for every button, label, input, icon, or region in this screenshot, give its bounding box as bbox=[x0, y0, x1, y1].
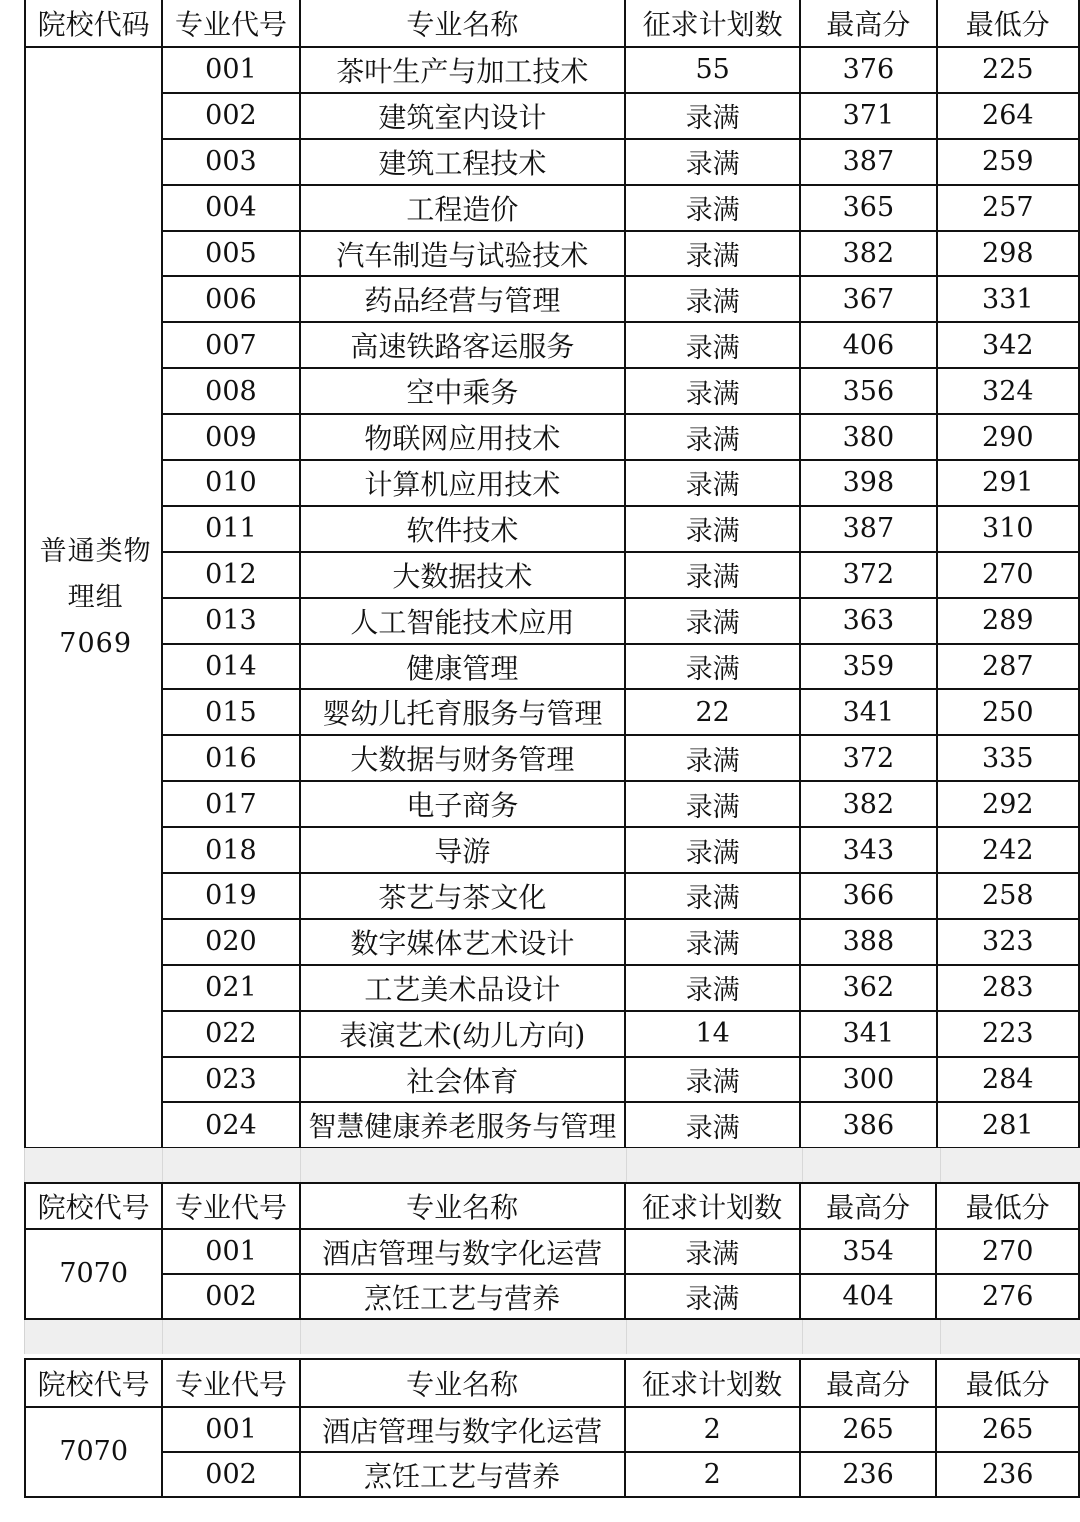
min-score: 281 bbox=[937, 1102, 1079, 1148]
table-row bbox=[25, 460, 1079, 506]
table-row bbox=[25, 873, 1079, 919]
plan-count: 录满 bbox=[625, 139, 800, 185]
plan-count: 录满 bbox=[625, 644, 800, 690]
table-row bbox=[25, 598, 1079, 644]
major-name: 建筑室内设计 bbox=[300, 93, 626, 139]
min-score: 258 bbox=[937, 873, 1079, 919]
major-name: 空中乘务 bbox=[300, 368, 626, 414]
plan-count: 录满 bbox=[625, 827, 800, 873]
major-code: 003 bbox=[162, 139, 299, 185]
plan-count: 录满 bbox=[625, 322, 800, 368]
max-score: 366 bbox=[800, 873, 936, 919]
table-row bbox=[25, 1407, 1079, 1452]
major-name: 电子商务 bbox=[300, 781, 626, 827]
plan-count-header: 征求计划数 bbox=[625, 0, 800, 47]
plan-count: 录满 bbox=[625, 231, 800, 277]
school-code-cell: 普通类物理组 7069 bbox=[25, 47, 162, 1148]
table-gap bbox=[24, 1148, 1080, 1182]
table-row bbox=[25, 1229, 1079, 1274]
major-code: 012 bbox=[162, 552, 299, 598]
major-name: 药品经营与管理 bbox=[300, 276, 626, 322]
major-name: 健康管理 bbox=[300, 644, 626, 690]
admission-table-7070-second bbox=[24, 1358, 1080, 1498]
table-gap bbox=[24, 1320, 1080, 1354]
min-score-header: 最低分 bbox=[936, 1359, 1079, 1407]
plan-count: 2 bbox=[625, 1407, 800, 1452]
major-name: 酒店管理与数字化运营 bbox=[300, 1407, 625, 1452]
plan-count: 录满 bbox=[625, 368, 800, 414]
major-code: 008 bbox=[162, 368, 299, 414]
max-score: 398 bbox=[800, 460, 936, 506]
plan-count: 录满 bbox=[625, 781, 800, 827]
plan-count: 2 bbox=[625, 1452, 800, 1497]
max-score: 372 bbox=[800, 735, 936, 781]
plan-count: 14 bbox=[625, 1011, 800, 1057]
table-row bbox=[25, 919, 1079, 965]
major-code: 001 bbox=[162, 47, 299, 93]
max-score: 300 bbox=[800, 1057, 936, 1103]
table-row bbox=[25, 368, 1079, 414]
major-name: 烹饪工艺与营养 bbox=[300, 1274, 625, 1319]
table-row bbox=[25, 231, 1079, 277]
major-name: 数字媒体艺术设计 bbox=[300, 919, 626, 965]
max-score: 341 bbox=[800, 1011, 936, 1057]
major-code: 015 bbox=[162, 689, 299, 735]
school-code-header: 院校代码 bbox=[25, 0, 162, 47]
major-name-header: 专业名称 bbox=[300, 0, 626, 47]
min-score: 289 bbox=[937, 598, 1079, 644]
min-score: 298 bbox=[937, 231, 1079, 277]
min-score: 270 bbox=[937, 552, 1079, 598]
max-score: 341 bbox=[800, 689, 936, 735]
min-score: 223 bbox=[937, 1011, 1079, 1057]
min-score: 324 bbox=[937, 368, 1079, 414]
major-code: 020 bbox=[162, 919, 299, 965]
major-code: 002 bbox=[162, 93, 299, 139]
table-row bbox=[25, 1274, 1079, 1319]
min-score: 270 bbox=[936, 1229, 1079, 1274]
major-name: 烹饪工艺与营养 bbox=[300, 1452, 625, 1497]
min-score: 259 bbox=[937, 139, 1079, 185]
plan-count: 录满 bbox=[625, 919, 800, 965]
min-score: 283 bbox=[937, 965, 1079, 1011]
major-name: 茶艺与茶文化 bbox=[300, 873, 626, 919]
major-code: 013 bbox=[162, 598, 299, 644]
major-name: 汽车制造与试验技术 bbox=[300, 231, 626, 277]
plan-count: 录满 bbox=[625, 185, 800, 231]
table-row bbox=[25, 689, 1079, 735]
max-score: 236 bbox=[800, 1452, 937, 1497]
major-code: 018 bbox=[162, 827, 299, 873]
major-code: 022 bbox=[162, 1011, 299, 1057]
plan-count: 录满 bbox=[625, 735, 800, 781]
max-score: 359 bbox=[800, 644, 936, 690]
major-code: 001 bbox=[162, 1229, 299, 1274]
table-row bbox=[25, 1057, 1079, 1103]
plan-count: 录满 bbox=[625, 414, 800, 460]
min-score: 236 bbox=[936, 1452, 1079, 1497]
school-code-header: 院校代号 bbox=[25, 1359, 162, 1407]
major-code: 019 bbox=[162, 873, 299, 919]
table-row bbox=[25, 93, 1079, 139]
table-row bbox=[25, 644, 1079, 690]
major-code-header: 专业代号 bbox=[162, 1359, 299, 1407]
admission-table-physics bbox=[24, 0, 1080, 1149]
major-name: 软件技术 bbox=[300, 506, 626, 552]
table-row bbox=[25, 185, 1079, 231]
plan-count: 录满 bbox=[625, 965, 800, 1011]
major-code: 002 bbox=[162, 1274, 299, 1319]
max-score: 363 bbox=[800, 598, 936, 644]
table-row bbox=[25, 1452, 1079, 1497]
major-code: 004 bbox=[162, 185, 299, 231]
major-code-header: 专业代号 bbox=[162, 0, 299, 47]
table-row bbox=[25, 827, 1079, 873]
plan-count: 录满 bbox=[625, 598, 800, 644]
plan-count: 录满 bbox=[625, 1102, 800, 1148]
major-code: 014 bbox=[162, 644, 299, 690]
header-row bbox=[25, 0, 1079, 47]
major-name: 人工智能技术应用 bbox=[300, 598, 626, 644]
plan-count: 录满 bbox=[625, 1274, 800, 1319]
major-code: 017 bbox=[162, 781, 299, 827]
min-score: 257 bbox=[937, 185, 1079, 231]
max-score: 371 bbox=[800, 93, 936, 139]
min-score-header: 最低分 bbox=[936, 1183, 1079, 1229]
table-row bbox=[25, 1011, 1079, 1057]
table-row bbox=[25, 506, 1079, 552]
table-row bbox=[25, 139, 1079, 185]
major-name: 酒店管理与数字化运营 bbox=[300, 1229, 625, 1274]
max-score: 362 bbox=[800, 965, 936, 1011]
table-row bbox=[25, 965, 1079, 1011]
max-score-header: 最高分 bbox=[800, 1359, 937, 1407]
major-code: 011 bbox=[162, 506, 299, 552]
plan-count-header: 征求计划数 bbox=[625, 1183, 800, 1229]
table-row bbox=[25, 47, 1079, 93]
header-row bbox=[25, 1183, 1079, 1229]
school-code-cell: 7070 bbox=[25, 1229, 162, 1319]
major-name: 社会体育 bbox=[300, 1057, 626, 1103]
min-score: 265 bbox=[936, 1407, 1079, 1452]
max-score: 343 bbox=[800, 827, 936, 873]
major-name: 高速铁路客运服务 bbox=[300, 322, 626, 368]
plan-count: 22 bbox=[625, 689, 800, 735]
min-score: 242 bbox=[937, 827, 1079, 873]
major-name: 表演艺术(幼儿方向) bbox=[300, 1011, 626, 1057]
plan-count: 录满 bbox=[625, 552, 800, 598]
plan-count: 录满 bbox=[625, 506, 800, 552]
major-name-header: 专业名称 bbox=[300, 1183, 625, 1229]
major-name: 智慧健康养老服务与管理 bbox=[300, 1102, 626, 1148]
plan-count-header: 征求计划数 bbox=[625, 1359, 800, 1407]
plan-count: 录满 bbox=[625, 276, 800, 322]
admission-table-7070-first bbox=[24, 1182, 1080, 1320]
header-row bbox=[25, 1359, 1079, 1407]
plan-count: 录满 bbox=[625, 1229, 800, 1274]
max-score: 367 bbox=[800, 276, 936, 322]
major-code: 002 bbox=[162, 1452, 299, 1497]
min-score: 290 bbox=[937, 414, 1079, 460]
max-score: 387 bbox=[800, 139, 936, 185]
min-score: 284 bbox=[937, 1057, 1079, 1103]
school-code-header: 院校代号 bbox=[25, 1183, 162, 1229]
max-score: 365 bbox=[800, 185, 936, 231]
max-score: 406 bbox=[800, 322, 936, 368]
min-score: 225 bbox=[937, 47, 1079, 93]
plan-count: 55 bbox=[625, 47, 800, 93]
min-score: 292 bbox=[937, 781, 1079, 827]
table-row bbox=[25, 414, 1079, 460]
major-name: 工程造价 bbox=[300, 185, 626, 231]
max-score: 376 bbox=[800, 47, 936, 93]
major-name: 计算机应用技术 bbox=[300, 460, 626, 506]
max-score-header: 最高分 bbox=[800, 1183, 937, 1229]
max-score-header: 最高分 bbox=[800, 0, 936, 47]
min-score: 250 bbox=[937, 689, 1079, 735]
major-name: 茶叶生产与加工技术 bbox=[300, 47, 626, 93]
max-score: 404 bbox=[800, 1274, 937, 1319]
min-score: 276 bbox=[936, 1274, 1079, 1319]
min-score: 264 bbox=[937, 93, 1079, 139]
min-score: 310 bbox=[937, 506, 1079, 552]
max-score: 380 bbox=[800, 414, 936, 460]
max-score: 382 bbox=[800, 231, 936, 277]
school-code-cell: 7070 bbox=[25, 1407, 162, 1497]
table-row bbox=[25, 552, 1079, 598]
table-row bbox=[25, 1102, 1079, 1148]
min-score: 335 bbox=[937, 735, 1079, 781]
major-code: 016 bbox=[162, 735, 299, 781]
min-score: 287 bbox=[937, 644, 1079, 690]
major-code: 006 bbox=[162, 276, 299, 322]
major-code: 023 bbox=[162, 1057, 299, 1103]
major-code: 024 bbox=[162, 1102, 299, 1148]
min-score: 323 bbox=[937, 919, 1079, 965]
table-row bbox=[25, 276, 1079, 322]
major-code: 007 bbox=[162, 322, 299, 368]
major-code: 009 bbox=[162, 414, 299, 460]
major-code: 001 bbox=[162, 1407, 299, 1452]
major-code: 021 bbox=[162, 965, 299, 1011]
major-code: 010 bbox=[162, 460, 299, 506]
max-score: 372 bbox=[800, 552, 936, 598]
min-score: 342 bbox=[937, 322, 1079, 368]
min-score: 291 bbox=[937, 460, 1079, 506]
max-score: 265 bbox=[800, 1407, 937, 1452]
major-name: 大数据与财务管理 bbox=[300, 735, 626, 781]
major-name-header: 专业名称 bbox=[300, 1359, 625, 1407]
major-name: 导游 bbox=[300, 827, 626, 873]
max-score: 356 bbox=[800, 368, 936, 414]
table-row bbox=[25, 735, 1079, 781]
min-score-header: 最低分 bbox=[937, 0, 1079, 47]
min-score: 331 bbox=[937, 276, 1079, 322]
max-score: 387 bbox=[800, 506, 936, 552]
major-code-header: 专业代号 bbox=[162, 1183, 299, 1229]
major-name: 大数据技术 bbox=[300, 552, 626, 598]
major-name: 婴幼儿托育服务与管理 bbox=[300, 689, 626, 735]
plan-count: 录满 bbox=[625, 1057, 800, 1103]
major-name: 建筑工程技术 bbox=[300, 139, 626, 185]
major-code: 005 bbox=[162, 231, 299, 277]
max-score: 354 bbox=[800, 1229, 937, 1274]
max-score: 382 bbox=[800, 781, 936, 827]
plan-count: 录满 bbox=[625, 873, 800, 919]
major-name: 工艺美术品设计 bbox=[300, 965, 626, 1011]
plan-count: 录满 bbox=[625, 93, 800, 139]
table-row bbox=[25, 322, 1079, 368]
plan-count: 录满 bbox=[625, 460, 800, 506]
max-score: 386 bbox=[800, 1102, 936, 1148]
max-score: 388 bbox=[800, 919, 936, 965]
major-name: 物联网应用技术 bbox=[300, 414, 626, 460]
table-row bbox=[25, 781, 1079, 827]
